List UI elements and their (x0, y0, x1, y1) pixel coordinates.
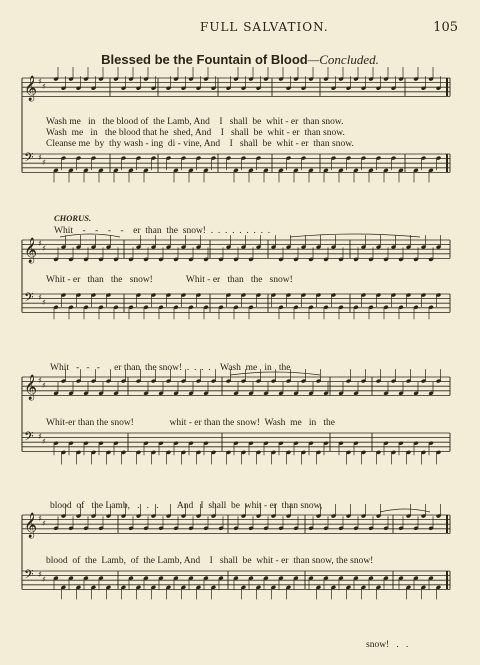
sharp-icon: ♯ (38, 570, 42, 579)
chorus-line-3-lower: blood of the Lamb, of the Lamb, And I shall be whit - er than snow, the snow! (46, 556, 374, 566)
treble-clef-icon: 𝄞 (24, 513, 38, 538)
sharp-icon: ♯ (38, 514, 42, 523)
chorus-line-2-upper: Whit - - - er than the snow! . . . . Wash me in the (50, 363, 291, 373)
tie-arc (290, 234, 420, 237)
sharp-icon: ♯ (42, 575, 46, 584)
sharp-icon: ♯ (42, 244, 46, 253)
verse-line-3: Cleanse me by thy wash - ing di - vine, And I shall be whit - er than snow. (46, 139, 354, 149)
sharp-icon: ♯ (42, 82, 46, 91)
verse-line-1: Wash me in the blood of the Lamb, And I shall be whit - er than snow. (46, 117, 344, 127)
sharp-icon: ♯ (42, 158, 46, 167)
page-number: 105 (433, 20, 458, 35)
sharp-icon: ♯ (38, 293, 42, 302)
sharp-icon: ♯ (42, 381, 46, 390)
treble-clef-icon: 𝄞 (24, 238, 38, 263)
bass-clef-icon: 𝄢 (24, 290, 34, 308)
sharp-icon: ♯ (38, 376, 42, 385)
running-head: FULL SALVATION. (200, 20, 329, 34)
bass-clef-icon: 𝄢 (24, 429, 34, 447)
sharp-icon: ♯ (38, 153, 42, 162)
bass-clef-icon: 𝄢 (24, 567, 34, 585)
tie-arc (380, 509, 430, 512)
hymn-title-text: Blessed be the Fountain of Blood (101, 52, 308, 67)
sharp-icon: ♯ (42, 437, 46, 446)
chorus-line-1-upper: Whit - - - - er than the snow! . . . . . . . . . (54, 226, 271, 236)
verse-line-2: Wash me in the blood that he shed, And I shall be whit - er than snow. (46, 128, 345, 138)
treble-clef-icon: 𝄞 (24, 375, 38, 400)
sharp-icon: ♯ (42, 519, 46, 528)
hymn-title-suffix: —Concluded. (307, 52, 379, 67)
treble-clef-icon: 𝄞 (24, 76, 38, 101)
sharp-icon: ♯ (38, 239, 42, 248)
sharp-icon: ♯ (42, 298, 46, 307)
chorus-line-3-upper: blood of the Lamb, . . . And I shall be whit - er than snow, (50, 501, 323, 511)
chorus-line-3-tail: snow! . . (366, 640, 409, 650)
bass-clef-icon: 𝄢 (24, 150, 34, 168)
chorus-line-1-lower: Whit - er than the snow! Whit - er than the snow! (46, 275, 293, 285)
sharp-icon: ♯ (38, 432, 42, 441)
chorus-label: CHORUS. (54, 213, 92, 223)
chorus-line-2-lower: Whit-er than the snow! whit - er than the snow! Wash me in the (46, 418, 336, 428)
sharp-icon: ♯ (38, 77, 42, 86)
